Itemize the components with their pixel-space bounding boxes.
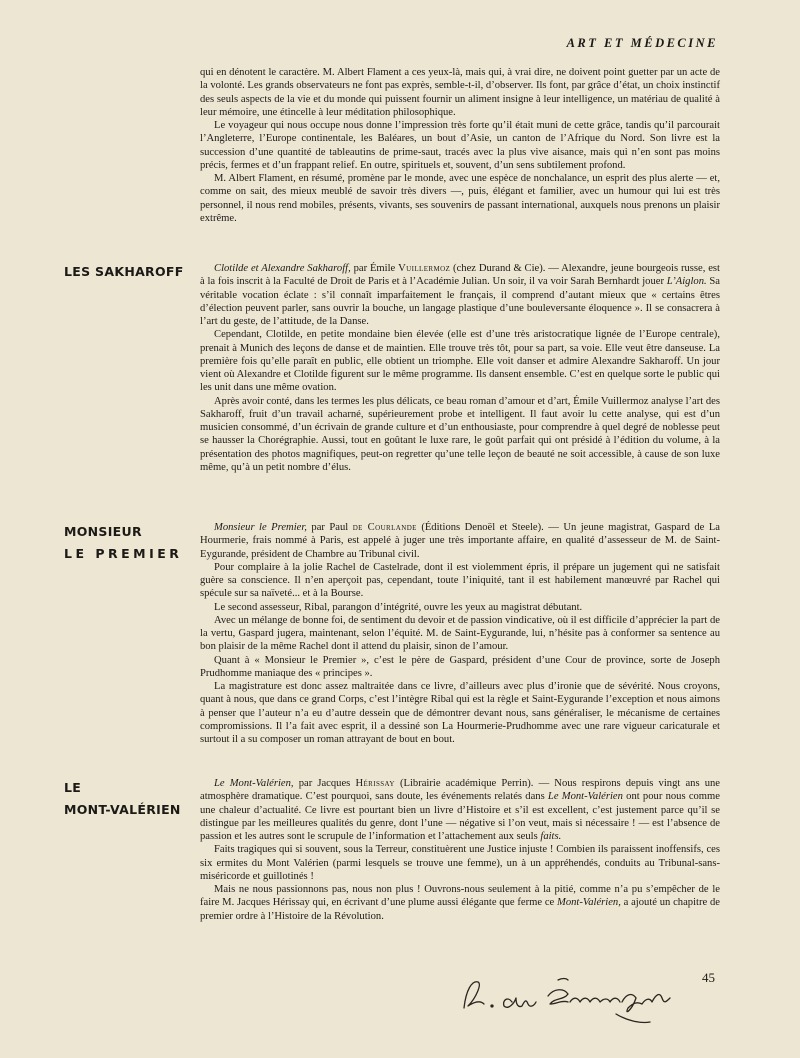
paragraph: Pour complaire à la jolie Rachel de Castelrade, dont il est violemment épris, il prépare un jugement qui ne satisfait guère sa conscience. Il n’en aperçoit pas, cependant, toute l’iniquité, tant il est habilement manœuvré par Rachel qui spécule sur sa naïveté... et à la Bourse. [200, 561, 720, 600]
valerien-text [200, 777, 720, 923]
label-line: LE [64, 780, 82, 795]
paragraph: Le second assesseur, Ribal, parangon d’intégrité, ouvre les yeux au magistrat débutant. [214, 601, 583, 613]
book-title: Clotilde et Alexandre Sakharoff, [214, 263, 351, 274]
paragraph: Après avoir conté, dans les termes les plus délicats, ce beau roman d’amour et d’art, Émile Vuillermoz analyse l’art des Sakharoff, fruit d’un travail acharné, supérieurement probe et intelligent. Il faut avoir lu cette analyse, qui est d’un musicien consommé, d’un écrivain de grande culture et d’un enthousiaste, pour comprendre à quel degré de noblesse peut se hausser la Chorégraphie. Aussi, tout en goûtant le luxe rare, le goût parfait qui ont présidé à l’édition du volume, à la présentation des photos magnifiques, peut-on regretter qu’une telle leçon de beauté ne soit accessible, à cause de son luxe même, qu’à un petit nombre d’élus. [200, 395, 720, 473]
paragraph [200, 883, 720, 923]
handwritten-signature [450, 968, 690, 1028]
text-run: (Éditions Denoël et Steele). — Un jeune magistrat, Gaspard de La Hourmerie, frais nommé à Paris, est appelé à juger une très importante affaire, en qualité d’assesseur de M. de Saint-Eygurande, président de Chambre au Tribunal civil. [200, 522, 721, 560]
author-name: Courlande [362, 522, 417, 533]
text-run: par Paul [306, 522, 353, 533]
paragraph: Avec un mélange de bonne foi, de sentiment du devoir et de passion vindicative, où il est difficile d’apprécier la part de la vertu, Gaspard jugera, maintenant, selon l’équité. M. de Saint-Eygurande, lui, n’hésite pas à conformer sa sentence au bon plaisir de la même Rachel dont il attend du plaisir, sinon de l’amour. [200, 614, 720, 653]
text-run: par Jacques [293, 778, 356, 789]
paragraph: Quant à « Monsieur le Premier », c’est le père de Gaspard, président d’une Cour de province, sorte de Joseph Prudhomme maniaque des « principes ». [200, 654, 720, 679]
text-run: Sa véritable vocation éclate : s’il connaît imparfaitement le français, il comprend d’autant mieux que « certains êtres d’élection peuvent parler, sans ouvrir la bouche, un langage plastique d’une bouleversante éloquence ». Il se consacrera à l’art du geste, de l’attitude, de la Danse. [200, 276, 720, 327]
label-text: LES SAKHAROFF [64, 264, 184, 279]
running-title: ART ET MÉDECINE [566, 36, 718, 50]
label-line: LE PREMIER [64, 546, 183, 561]
author-particle: de [352, 522, 363, 533]
book-title: Monsieur le Premier, [214, 522, 307, 533]
intro-text [200, 66, 720, 225]
book-title: Mont-Valérien, [557, 897, 621, 909]
section-label-monsieur [64, 521, 182, 565]
play-title: L’Aiglon. [666, 276, 707, 288]
text-run: (chez Durand & Cie). — Alexandre, jeune bourgeois russe, est à la fois inscrit à la Faculté de Droit de Paris et à l’Académie Julian. Un soir, il va voir Sarah Bernhardt jouer [200, 263, 721, 288]
monsieur-text [200, 521, 720, 746]
paragraph: Faits tragiques qui si souvent, sous la Terreur, constituèrent une Justice injuste ! Combien ils paraissent inoffensifs, ces six ermites du Mont Valérien (parmi lesquels se trouve une femme), un à un appréhendés, conduits au Tribunal-sans-miséricorde et guillotinés ! [200, 844, 720, 882]
book-title: Le Mont-Valérien, [214, 778, 294, 789]
paragraph: M. Albert Flament, en résumé, promène par le monde, avec une espèce de nonchalance, un esprit des plus alerte — et, comme on sait, des mieux meublé de savoir très divers —, puis, élégant et familier, avec un humour qui lui est très personnel, il nous rend mobiles, présents, vivants, ses souvenirs de passant international, auxquels nous prenons un plaisir extrême. [200, 173, 720, 224]
label-line: MONSIEUR [64, 524, 142, 539]
paragraph: Le voyageur qui nous occupe nous donne l’impression très forte qu’il était muni de cette grâce, tandis qu’il parcourait l’Angleterre, l’Europe continentale, les Baléares, un bout d’Asie, un canton de l’Afrique du Nord. Son livre est la succession d’une quantité de tableautins de prime-saut, tracés avec la plus vive aisance, mais qui n’en sont pas moins précis, fermes et d’un frappant relief. En outre, spirituels et, souvent, d’un sens subtilement profond. [200, 120, 720, 171]
paragraph: La magistrature est donc assez maltraitée dans ce livre, d’ailleurs avec plus d’ironie que de sévérité. Nous croyons, quant à nous, que dans ce grand Corps, c’est l’intègre Ribal qui est la règle et Saint-Eygurande l’exception et nous aimons à penser que l’auteur n’a eu d’autre dessein que de démontrer devant nous, sans généraliser, le mécanisme de certaines compromissions. Il l’a fait avec esprit, il a dessiné son La Hourmerie-Prudhomme avec une rare vigueur caricaturale et surtout il a su composer un roman attrayant de bout en bout. [200, 681, 720, 745]
book-title: Le Mont-Valérien [547, 791, 623, 803]
author-name: Hérissay [355, 778, 395, 789]
text-run: Mais ne nous passionnons pas, nous non plus ! Ouvrons-nous seulement à la pitié, comme n’a pu s’empêcher de le faire M. Jacques Hérissay qui, en écrivant d’une plume aussi élégante que ferme ce [200, 884, 720, 909]
text-run: par Émile [350, 263, 399, 274]
author-name: Vuillermoz [398, 263, 451, 274]
text-run: ont pour nous comme une chaleur d’actualité. Ce livre est pourtant bien un livre d’Histoire et s’il est excellent, c’est justement parce qu’il se distingue par les meilleures qualités du genre, dont l’une — négative si l’on veut, mais si nécessaire ! — est l’absence de passion et les autres sont le scrupule de l’information et l’attachement aux seuls [200, 791, 720, 842]
section-label-sakharoff [64, 262, 184, 281]
paragraph [200, 521, 720, 561]
paragraph [200, 777, 720, 843]
text-run: (Librairie académique Perrin). — Nous respirons depuis vingt ans une atmosphère dramatique. C’est pourquoi, sans doute, les événements relatés dans [200, 778, 720, 803]
sakharoff-text [200, 262, 720, 474]
emphasis: faits. [540, 831, 562, 842]
label-line: MONT-VALÉRIEN [64, 802, 181, 817]
paragraph: Cependant, Clotilde, en petite mondaine bien élevée (elle est d’une très aristocratique lignée de l’Europe centrale), prenait à Munich des leçons de danse et de maintien. Elle trouve très tôt, pour sa part, sa voie. Elle veut être danseuse. La première fois qu’elle paraît en public, elle obtient un triomphe. Elle voit danser et admire Alexandre Sakharoff. Un jour vient où Alexandre et Clotilde figurent sur le même programme. Ils dansent ensemble. C’est en quelque sorte le public qui les unit dans une même ovation. [200, 329, 720, 394]
paragraph [200, 262, 720, 328]
text-run: a ajouté un chapitre de premier ordre à l’Histoire de la Révolution. [200, 897, 720, 922]
paragraph: qui en dénotent le caractère. M. Albert Flament a ces yeux-là, mais qui, à vrai dire, ne doivent point guetter par un acte de la volonté. Les grands observateurs ne font pas exprès, semble-t-il, d’observer. Ils font, par grâce d’état, un choix instinctif des seuls aspects de la vie et du monde qui puissent fournir un aliment insigne à leur intelligence, un matériau de qualité à leur mémoire, une étincelle à leur méditation philosophique. [200, 67, 720, 118]
section-label-valerien [64, 777, 181, 821]
page-number: 45 [702, 970, 715, 985]
